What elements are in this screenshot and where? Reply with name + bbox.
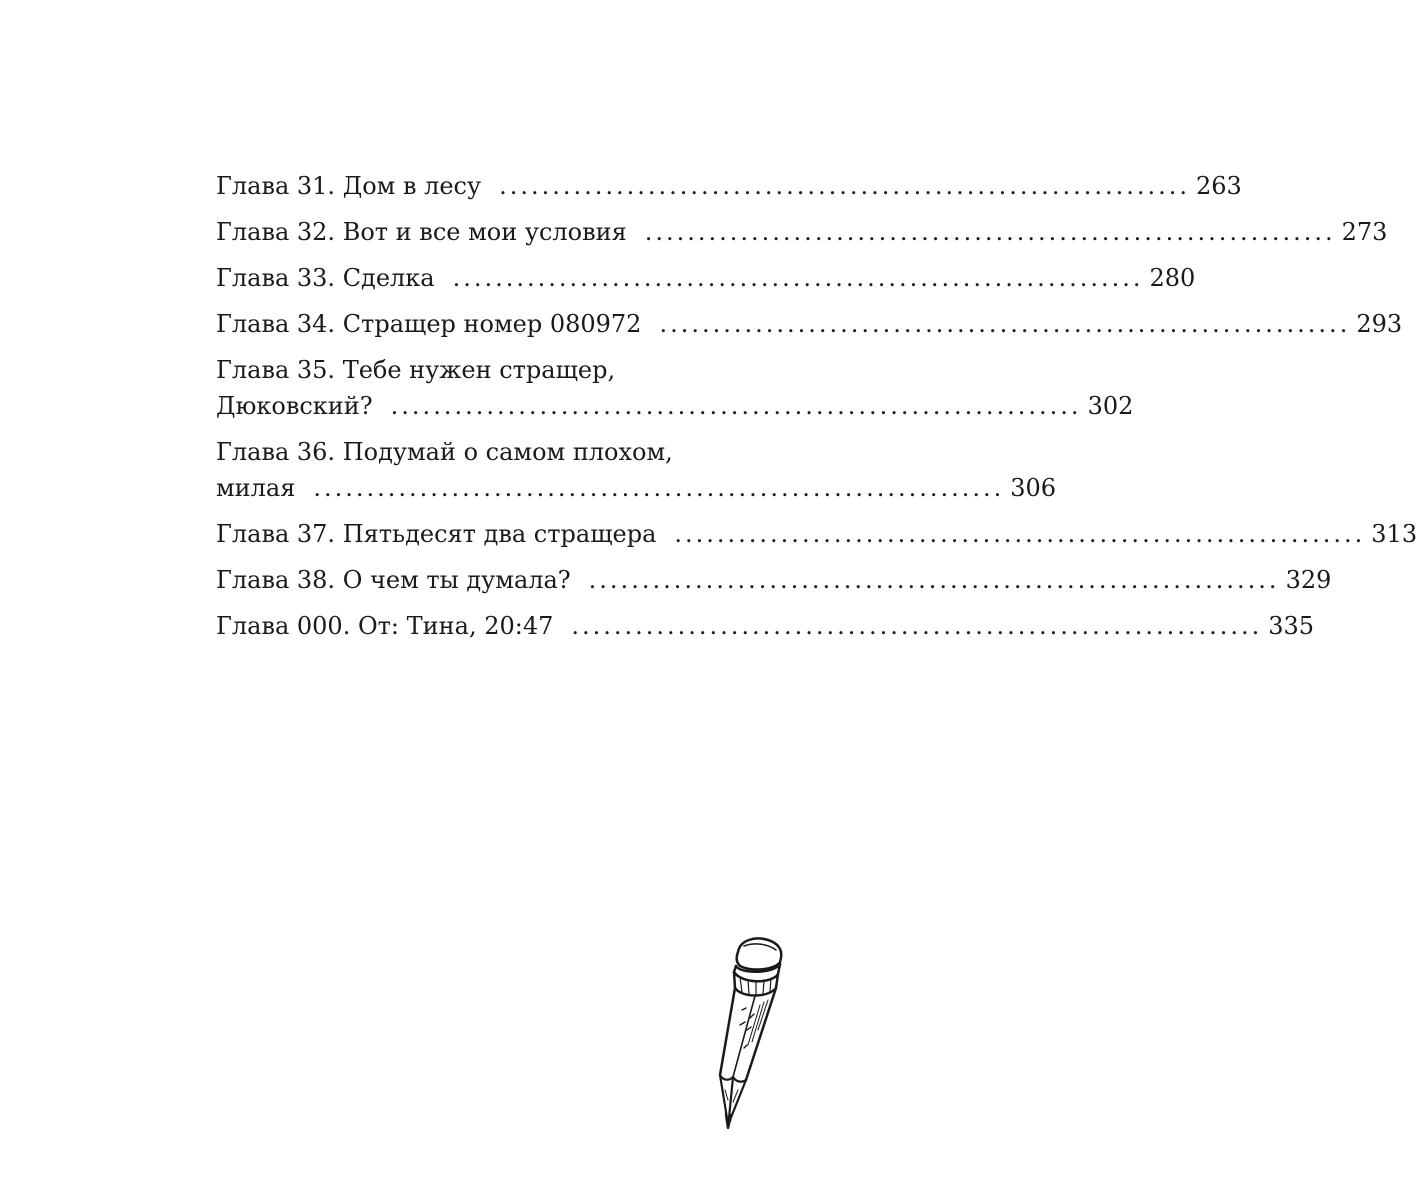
pencil-icon: [700, 930, 800, 1140]
toc-entry: [216, 168, 1242, 204]
toc-page-number: 329: [1285, 566, 1332, 594]
toc-line: [216, 562, 1332, 598]
toc-entry: [216, 562, 1332, 598]
toc-entry: [216, 306, 1403, 342]
toc-page-number: 302: [1087, 392, 1134, 420]
toc-entry: [216, 516, 1417, 552]
toc-title: Глава 38. О чем ты думала?: [216, 566, 571, 594]
toc-page-number: 273: [1341, 218, 1388, 246]
toc-title: Глава 000. От: Тина, 20:47: [216, 612, 554, 640]
toc-line: [216, 214, 1388, 250]
toc-title: Глава 34. Стращер номер 080972: [216, 310, 642, 338]
dot-leader: .................................................................: [571, 612, 1263, 640]
toc-title: Глава 31. Дом в лесу: [216, 172, 482, 200]
dot-leader: .................................................................: [452, 264, 1144, 292]
toc-line: [216, 388, 1134, 424]
dot-leader: .................................................................: [313, 474, 1005, 502]
toc-entry: [216, 352, 1134, 424]
toc-entry: [216, 260, 1196, 296]
dot-leader: .................................................................: [390, 392, 1082, 420]
toc-title-first-line: Глава 35. Тебе нужен стращер,: [216, 356, 616, 384]
toc-line: [216, 470, 1057, 506]
toc-page-number: 280: [1149, 264, 1196, 292]
dot-leader: .................................................................: [644, 218, 1336, 246]
toc-page-number: 263: [1196, 172, 1242, 200]
toc-page-number: 335: [1268, 612, 1315, 640]
toc-line: [216, 260, 1196, 296]
toc-page-number: 293: [1356, 310, 1403, 338]
toc-line: [216, 516, 1417, 552]
toc-line: [216, 608, 1315, 644]
toc-title: Дюковский?: [216, 392, 373, 420]
dot-leader: .................................................................: [659, 310, 1351, 338]
table-of-contents: [216, 168, 1417, 654]
toc-title: Глава 37. Пятьдесят два стращера: [216, 520, 657, 548]
toc-entry: [216, 214, 1388, 250]
toc-title: милая: [216, 474, 296, 502]
toc-page-number: 313: [1371, 520, 1417, 548]
toc-entry: [216, 608, 1315, 644]
toc-entry: [216, 434, 1057, 506]
toc-title-first-line: Глава 36. Подумай о самом плохом,: [216, 438, 673, 466]
toc-title: Глава 33. Сделка: [216, 264, 435, 292]
toc-line: [216, 306, 1403, 342]
dot-leader: .................................................................: [499, 172, 1190, 200]
dot-leader: .................................................................: [588, 566, 1280, 594]
toc-title: Глава 32. Вот и все мои условия: [216, 218, 627, 246]
dot-leader: .................................................................: [674, 520, 1366, 548]
toc-line: [216, 168, 1242, 204]
toc-page-number: 306: [1010, 474, 1057, 502]
